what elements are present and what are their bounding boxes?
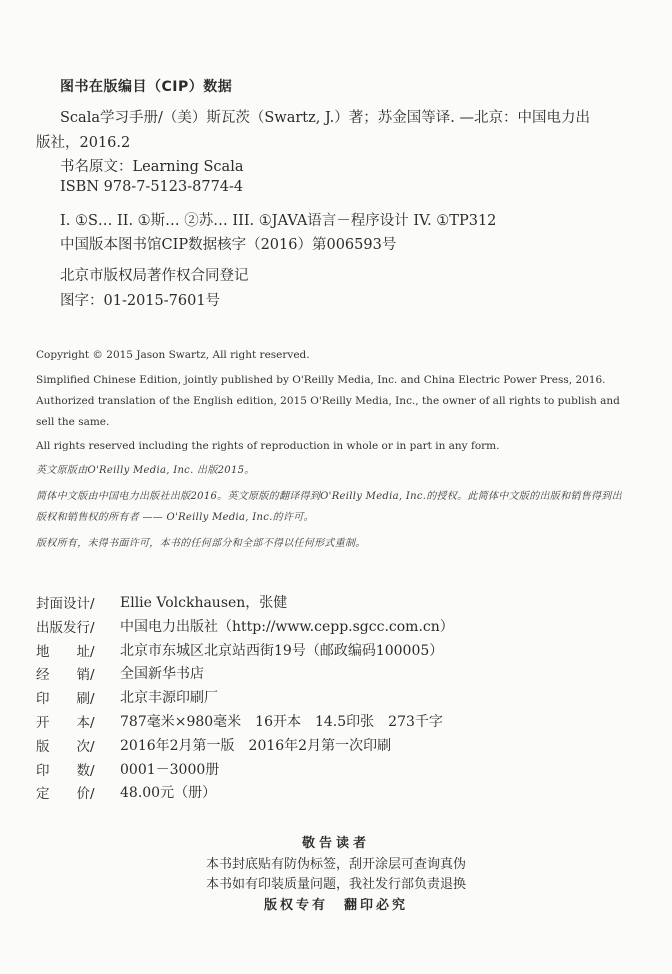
notice-line-returns: 本书如有印装质量问题，我社发行部负责退换 [205,877,466,892]
copyright-line: Copyright © 2015 Jason Swartz, All right reserved. [36,349,310,361]
rights-reserved: All rights reserved including the rights of reproduction in whole or in part in any form. [36,440,500,452]
pub-row-publisher [36,616,596,640]
notice-footer: 版权专有 翻印必究 [263,898,408,913]
pub-row-cover-design [36,592,596,616]
notice-title: 敬告读者 [301,836,370,851]
registration-number: 图字：01-2015-7601号 [60,293,221,309]
pub-value: 中国电力出版社（http://www.cepp.sgcc.com.cn） [120,618,454,635]
pub-label: 印 数/ [36,762,95,779]
pub-value: Ellie Volckhausen，张健 [120,595,288,611]
pub-label: 印 刷/ [36,691,95,708]
pub-value: 全国新华书店 [120,666,204,683]
cip-original-title: 书名原文：Learning Scala [60,159,244,175]
pub-row-edition [36,735,596,759]
cip-catalog-line: Scala学习手册/（美）斯瓦茨（Swartz, J.）著；苏金国等译. —北京：中国电力出 [60,110,590,126]
pub-label: 定 价/ [36,786,95,803]
english-edition-note-cn: 英文原版由O'Reilly Media, Inc. 出版2015。 [36,465,255,476]
cip-catalog-line-cont: 版社，2016.2 [36,135,131,151]
pub-value: 北京市东城区北京站西街19号（邮政编码100005） [120,642,444,659]
pub-label: 经 销/ [36,667,95,684]
pub-row-distributor [36,663,596,687]
pub-value: 2016年2月第一版 2016年2月第一次印刷 [120,737,392,754]
cip-classification: I. ①S… II. ①斯… ②苏… III. ①JAVA语言－程序设计 IV. ①TP312 [60,213,497,229]
cip-number: 中国版本图书馆CIP数据核字（2016）第006593号 [60,237,397,253]
notice-line-anticounterfeit: 本书封底贴有防伪标签，刮开涂层可查询真伪 [205,857,466,872]
pub-label: 版 次/ [36,738,95,755]
cip-heading: 图书在版编目（CIP）数据 [60,79,233,95]
cip-isbn: ISBN 978-7-5123-8774-4 [60,179,244,195]
publication-info [36,592,596,806]
pub-row-address [36,640,596,664]
pub-row-printer [36,687,596,711]
rights-note-cn: 版权所有，未得书面许可，本书的任何部分和全部不得以任何形式重制。 [36,538,366,549]
registration-office: 北京市版权局著作权合同登记 [60,268,249,284]
chinese-edition-note-cn: 简体中文版由中国电力出版社出版2016。英文原版的翻译得到O'Reilly Media, Inc.的授权。此简体中文版的出版和销售得到出版权和销售权的所有者 —— O'Reilly Media, Inc.的许可。 [36,491,622,523]
pub-label: 开 本/ [36,714,95,731]
edition-note: Simplified Chinese Edition, jointly published by O'Reilly Media, Inc. and China Electric Power Press, 2016. Authorized translation of the English edition, 2015 O'Reilly Media, Inc., the owner of all rights to publish and sell the same. [36,374,620,428]
pub-label: 地 址/ [36,643,95,660]
pub-row-price [36,782,596,806]
pub-label: 出版发行/ [36,619,95,636]
pub-row-print-run [36,759,596,783]
pub-value: 48.00元（册） [120,785,217,802]
pub-value: 0001－3000册 [120,761,220,778]
pub-value: 787毫米×980毫米 16开本 14.5印张 273千字 [120,713,443,730]
pub-label: 封面设计/ [36,596,95,612]
pub-value: 北京丰源印刷厂 [120,690,218,707]
pub-row-format [36,711,596,735]
